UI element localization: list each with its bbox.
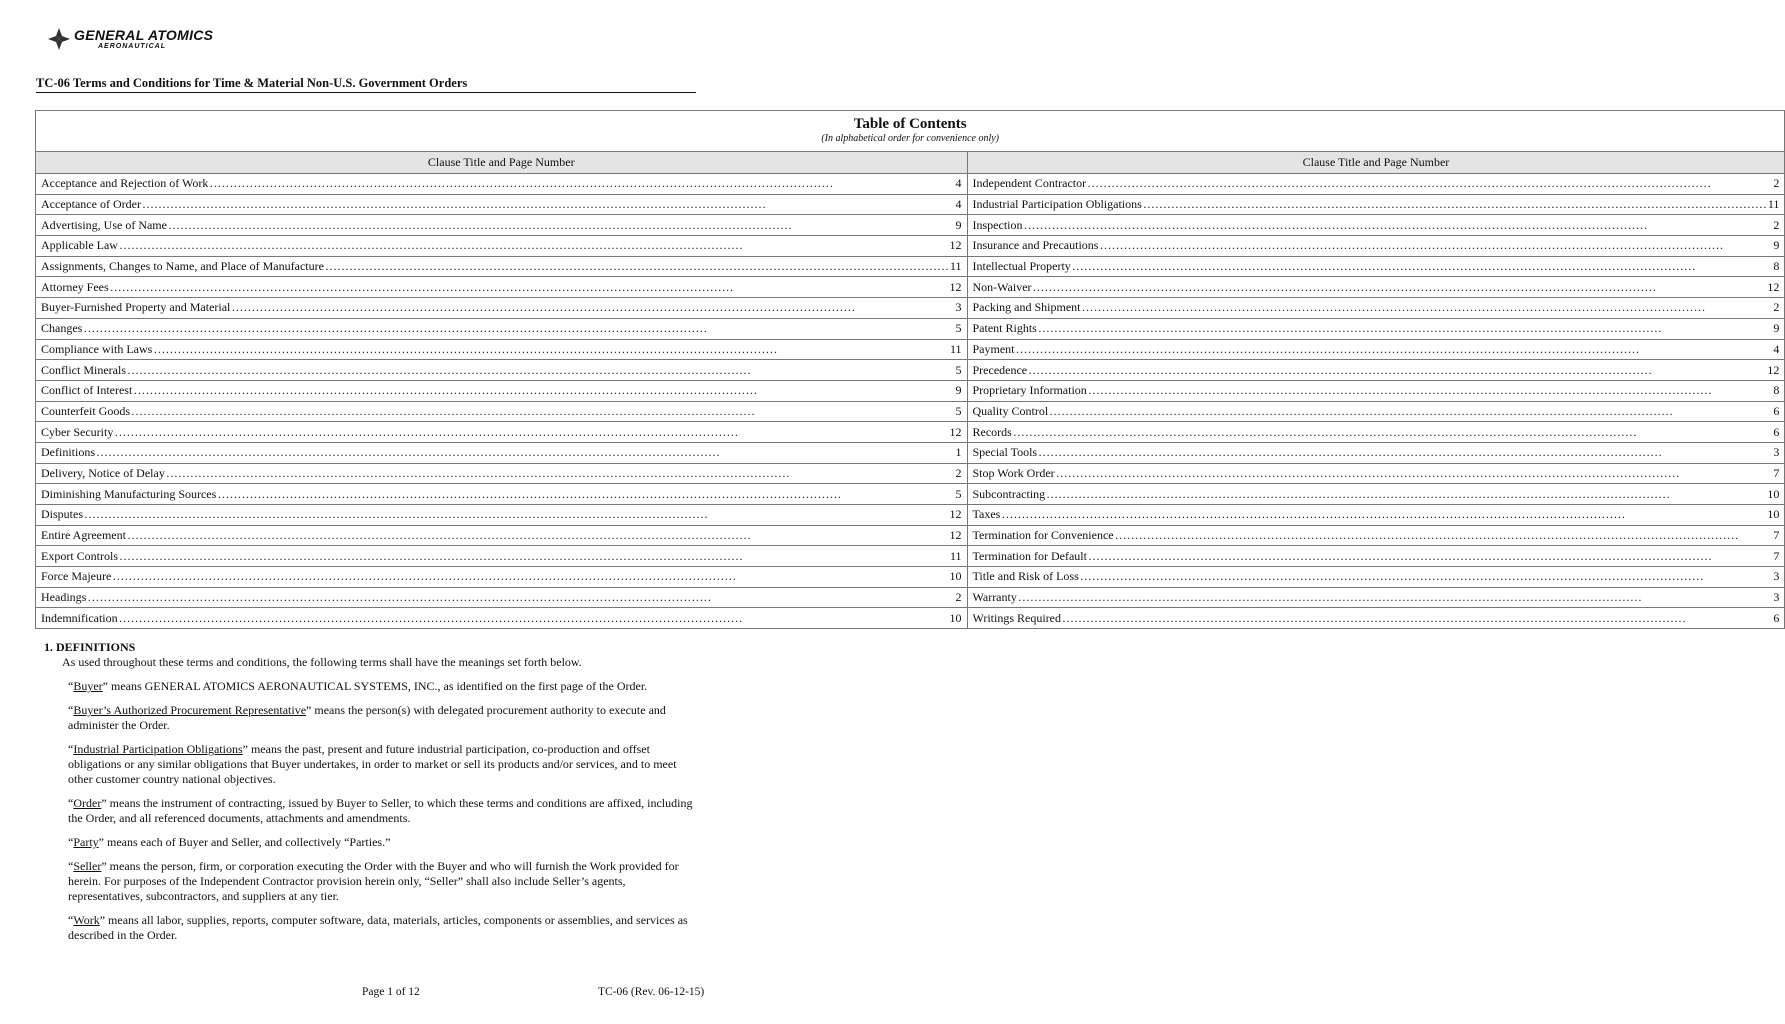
toc-leader-dots	[1072, 259, 1773, 274]
toc-entry	[967, 463, 1785, 484]
toc-row	[36, 174, 1785, 195]
toc-entry-title: Delivery, Notice of Delay	[41, 465, 165, 480]
toc-leader-dots	[133, 383, 954, 398]
toc-entry-page: 12	[949, 528, 962, 543]
toc-entry-page: 12	[949, 279, 962, 294]
toc-entry-page: 11	[1767, 197, 1780, 212]
toc-entry	[967, 215, 1785, 236]
toc-row	[36, 608, 1785, 629]
toc-entry	[36, 215, 968, 236]
definition-text: ” means the instrument of contracting, issued by Buyer to Seller, to which these terms and conditions are affixed, including the Order, and all referenced documents, attachments and amendments.	[68, 796, 693, 825]
toc-entry-page: 7	[1773, 465, 1780, 480]
toc-entry-page: 9	[955, 217, 962, 232]
definition-term: Work	[73, 913, 100, 927]
toc-row	[36, 339, 1785, 360]
document-title: TC-06 Terms and Conditions for Time & Material Non-U.S. Government Orders	[36, 76, 468, 90]
toc-row	[36, 463, 1785, 484]
toc-entry-page: 6	[1773, 424, 1780, 439]
toc-leader-dots	[87, 590, 954, 605]
toc-entry	[967, 194, 1785, 215]
toc-entry-title: Intellectual Property	[972, 259, 1071, 274]
toc-entry	[36, 194, 968, 215]
toc-row	[36, 256, 1785, 277]
toc-entry-page: 6	[1773, 610, 1780, 625]
toc-entry	[36, 360, 968, 381]
toc-entry-page: 5	[955, 486, 962, 501]
toc-leader-dots	[1038, 445, 1772, 460]
toc-leader-dots	[1049, 404, 1772, 419]
toc-entry-title: Termination for Convenience	[972, 528, 1114, 543]
toc-row	[36, 194, 1785, 215]
toc-row	[36, 360, 1785, 381]
toc-entry	[36, 546, 968, 567]
toc-entry	[967, 318, 1785, 339]
definition-paragraph: “Industrial Participation Obligations” means the past, present and future industrial participation, co-production and offset obligations or any similar obligations that Buyer undertakes, in order to market or sell its products and/or services, and to meet other customer country national objectives.	[68, 742, 677, 786]
toc-entry	[36, 463, 968, 484]
toc-leader-dots	[119, 549, 949, 564]
toc-leader-dots	[168, 218, 955, 233]
toc-entry-page: 12	[1767, 279, 1780, 294]
toc-entry-title: Termination for Default	[972, 548, 1087, 563]
general-atomics-logo-icon	[48, 28, 70, 50]
toc-leader-dots	[84, 507, 949, 522]
toc-leader-dots	[127, 363, 955, 378]
toc-entry-title: Warranty	[972, 590, 1017, 605]
toc-leader-dots	[127, 528, 949, 543]
toc-row	[36, 298, 1785, 319]
toc-entry-title: Industrial Participation Obligations	[972, 197, 1142, 212]
definitions-section	[40, 640, 700, 943]
definition-paragraph: “Buyer’s Authorized Procurement Representative” means the person(s) with delegated procurement authority to execute and administer the Order.	[68, 703, 666, 732]
toc-leader-dots	[1056, 466, 1773, 481]
definition-text: ” means the person, firm, or corporation executing the Order with the Buyer and who will furnish the Work provided for herein. For purposes of the Independent Contractor provision herein only, “Seller” shall also include Seller’s agents, representatives, subcontractors, and suppliers at any tier.	[68, 859, 679, 903]
section-intro: As used throughout these terms and conditions, the following terms shall have the meanings set forth below.	[62, 655, 582, 669]
toc-entry	[967, 401, 1785, 422]
toc-entry	[967, 567, 1785, 588]
definition-text: ” means the past, present and future industrial participation, co-production and offset obligations or any similar obligations that Buyer undertakes, in order to market or sell its products and/or services, and to meet other customer country national objectives.	[68, 742, 677, 786]
revision-label: TC-06 (Rev. 06-12-15)	[598, 986, 705, 998]
toc-entry-page: 12	[949, 507, 962, 522]
toc-entry-title: Writings Required	[972, 610, 1061, 625]
toc-entry	[36, 442, 968, 463]
toc-entry	[36, 484, 968, 505]
toc-entry-title: Inspection	[972, 217, 1023, 232]
toc-entry	[36, 236, 968, 257]
title-divider	[36, 92, 696, 93]
toc-entry	[36, 567, 968, 588]
toc-leader-dots	[96, 445, 955, 460]
toc-row	[36, 277, 1785, 298]
toc-leader-dots	[1046, 487, 1766, 502]
toc-row	[36, 546, 1785, 567]
toc-leader-dots	[1115, 528, 1773, 543]
toc-entry-page: 3	[1773, 569, 1780, 584]
toc-entry-title: Attorney Fees	[41, 279, 109, 294]
toc-entry	[967, 608, 1785, 629]
toc-entry-page: 2	[955, 465, 962, 480]
toc-entry-page: 1	[955, 445, 962, 460]
toc-leader-dots	[1001, 507, 1766, 522]
toc-leader-dots	[112, 569, 948, 584]
toc-entry-page: 9	[1773, 238, 1780, 253]
toc-entry	[36, 587, 968, 608]
toc-entry	[36, 608, 968, 629]
toc-entry	[967, 546, 1785, 567]
toc-entry-title: Changes	[41, 321, 83, 336]
toc-entry-page: 12	[1767, 362, 1780, 377]
toc-entry-page: 4	[955, 197, 962, 212]
toc-subtitle: (In alphabetical order for convenience only)	[821, 133, 999, 144]
toc-entry-page: 2	[1773, 300, 1780, 315]
toc-leader-dots	[131, 404, 955, 419]
toc-entry-page: 10	[1767, 486, 1780, 501]
toc-leader-dots	[83, 321, 954, 336]
definition-text: ” means GENERAL ATOMICS AERONAUTICAL SYSTEMS, INC., as identified on the first page of the Order.	[102, 679, 648, 693]
toc-entry	[36, 525, 968, 546]
toc-entry-page: 2	[1773, 176, 1780, 191]
toc-entry-title: Records	[972, 424, 1012, 439]
toc-leader-dots	[1082, 300, 1773, 315]
toc-entry-title: Non-Waiver	[972, 279, 1032, 294]
definitions-list	[40, 679, 700, 943]
toc-entry-title: Special Tools	[972, 445, 1038, 460]
toc-entry-title: Buyer-Furnished Property and Material	[41, 300, 231, 315]
toc-row	[36, 236, 1785, 257]
toc-entry	[36, 339, 968, 360]
toc-entry-page: 6	[1773, 403, 1780, 418]
toc-entry	[967, 236, 1785, 257]
toc-row	[36, 401, 1785, 422]
toc-leader-dots	[153, 342, 949, 357]
toc-entry-title: Taxes	[972, 507, 1001, 522]
toc-row	[36, 587, 1785, 608]
toc-row	[36, 422, 1785, 443]
toc-entry-page: 3	[955, 300, 962, 315]
toc-entry-page: 7	[1773, 548, 1780, 563]
toc-entry	[967, 587, 1785, 608]
toc-row	[36, 484, 1785, 505]
toc-entry-title: Patent Rights	[972, 321, 1037, 336]
toc-entry-page: 8	[1773, 383, 1780, 398]
toc-entry	[36, 401, 968, 422]
toc-entry	[36, 505, 968, 526]
definition-paragraph: “Party” means each of Buyer and Seller, and collectively “Parties.”	[68, 835, 391, 849]
toc-leader-dots	[142, 197, 955, 212]
toc-entry-title: Diminishing Manufacturing Sources	[41, 486, 217, 501]
toc-entry-title: Conflict Minerals	[41, 362, 126, 377]
toc-row	[36, 567, 1785, 588]
toc-leader-dots	[1088, 383, 1773, 398]
toc-entry-page: 5	[955, 321, 962, 336]
toc-leader-dots	[119, 238, 949, 253]
toc-entry-page: 11	[949, 259, 962, 274]
toc-leader-dots	[1013, 425, 1773, 440]
toc-entry-page: 2	[1773, 217, 1780, 232]
toc-entry-title: Disputes	[41, 507, 83, 522]
toc-entry	[36, 318, 968, 339]
definition-text: ” means all labor, supplies, reports, computer software, data, materials, articles, components or assemblies, and services as described in the Order.	[68, 913, 688, 942]
toc-row	[36, 318, 1785, 339]
toc-entry	[967, 442, 1785, 463]
toc-leader-dots	[325, 259, 949, 274]
toc-leader-dots	[1062, 611, 1772, 626]
toc-entry	[36, 277, 968, 298]
toc-entry-title: Insurance and Precautions	[972, 238, 1099, 253]
toc-entry-page: 9	[1773, 321, 1780, 336]
toc-entry	[36, 174, 968, 195]
toc-entry	[967, 339, 1785, 360]
toc-entry-page: 10	[949, 569, 962, 584]
toc-entry-title: Applicable Law	[41, 238, 118, 253]
toc-entry-page: 3	[1773, 445, 1780, 460]
toc-entry	[36, 298, 968, 319]
table-of-contents	[35, 110, 1785, 629]
definition-text: ” means the person(s) with delegated procurement authority to execute and administer the Order.	[68, 703, 666, 732]
toc-entry-title: Payment	[972, 341, 1015, 356]
toc-leader-dots	[231, 300, 954, 315]
toc-leader-dots	[110, 280, 949, 295]
toc-entry-page: 2	[955, 590, 962, 605]
toc-entry-page: 10	[1767, 507, 1780, 522]
toc-row	[36, 215, 1785, 236]
toc-entry	[967, 298, 1785, 319]
toc-entry-page: 9	[955, 383, 962, 398]
toc-leader-dots	[1080, 569, 1773, 584]
toc-entry-title: Compliance with Laws	[41, 341, 153, 356]
definition-term: Party	[73, 835, 99, 849]
company-logo	[48, 28, 213, 50]
toc-row	[36, 380, 1785, 401]
toc-entry-title: Precedence	[972, 362, 1028, 377]
page-number: Page 1 of 12	[362, 986, 420, 998]
toc-entry	[967, 256, 1785, 277]
toc-leader-dots	[1033, 280, 1767, 295]
toc-leader-dots	[209, 176, 954, 191]
toc-entry-page: 12	[949, 424, 962, 439]
definition-term: Seller	[73, 859, 102, 873]
toc-entry-title: Conflict of Interest	[41, 383, 133, 398]
toc-entry-title: Entire Agreement	[41, 528, 126, 543]
logo-sub-text: AERONAUTICAL	[98, 43, 166, 50]
definition-term: Order	[73, 796, 102, 810]
toc-leader-dots	[119, 611, 949, 626]
section-heading: 1. DEFINITIONS	[44, 640, 136, 654]
definition-paragraph: “Buyer” means GENERAL ATOMICS AERONAUTICAL SYSTEMS, INC., as identified on the first page of the Order.	[68, 679, 648, 693]
toc-entry-title: Indemnification	[41, 610, 118, 625]
toc-entry-page: 11	[949, 341, 962, 356]
toc-entry	[967, 505, 1785, 526]
toc-entry	[36, 380, 968, 401]
toc-leader-dots	[1016, 342, 1773, 357]
toc-leader-dots	[1143, 197, 1767, 212]
toc-entry	[967, 360, 1785, 381]
toc-entry-title: Counterfeit Goods	[41, 403, 130, 418]
toc-entry-title: Assignments, Changes to Name, and Place of Manufacture	[41, 259, 324, 274]
toc-leader-dots	[1024, 218, 1773, 233]
toc-entry-page: 5	[955, 403, 962, 418]
toc-entry	[967, 525, 1785, 546]
toc-entry	[967, 380, 1785, 401]
toc-leader-dots	[217, 487, 954, 502]
toc-entry-page: 8	[1773, 259, 1780, 274]
toc-entry-title: Proprietary Information	[972, 383, 1087, 398]
toc-leader-dots	[1028, 363, 1766, 378]
toc-entry	[967, 422, 1785, 443]
toc-entry	[36, 422, 968, 443]
toc-entry-title: Stop Work Order	[972, 465, 1055, 480]
toc-entry-title: Independent Contractor	[972, 176, 1087, 191]
toc-entry-page: 12	[949, 238, 962, 253]
definition-term: Industrial Participation Obligations	[73, 742, 243, 756]
toc-entry-page: 11	[949, 548, 962, 563]
toc-entry-title: Export Controls	[41, 548, 118, 563]
toc-entry-page: 10	[949, 610, 962, 625]
toc-leader-dots	[1088, 549, 1772, 564]
toc-entry-page: 5	[955, 362, 962, 377]
toc-entry	[967, 484, 1785, 505]
toc-entry-title: Subcontracting	[972, 486, 1046, 501]
toc-row	[36, 525, 1785, 546]
toc-entry-title: Title and Risk of Loss	[972, 569, 1079, 584]
toc-entry-title: Cyber Security	[41, 424, 114, 439]
toc-entry-title: Force Majeure	[41, 569, 112, 584]
toc-entry-title: Acceptance and Rejection of Work	[41, 176, 209, 191]
toc-row	[36, 505, 1785, 526]
toc-leader-dots	[1018, 590, 1773, 605]
toc-leader-dots	[1087, 176, 1772, 191]
toc-entry-page: 4	[1773, 341, 1780, 356]
toc-leader-dots	[1038, 321, 1773, 336]
toc-entry-title: Quality Control	[972, 403, 1049, 418]
toc-entry-page: 3	[1773, 590, 1780, 605]
toc-entry	[967, 277, 1785, 298]
toc-column-header-right: Clause Title and Page Number	[967, 152, 1785, 174]
definition-paragraph: “Seller” means the person, firm, or corporation executing the Order with the Buyer and who will furnish the Work provided for herein. For purposes of the Independent Contractor provision herein only, “Seller” shall also include Seller’s agents, representatives, subcontractors, and suppliers at any tier.	[68, 859, 679, 903]
definition-text: ” means each of Buyer and Seller, and collectively “Parties.”	[98, 835, 391, 849]
toc-entry	[967, 174, 1785, 195]
definition-term: Buyer	[73, 679, 103, 693]
toc-entry-title: Definitions	[41, 445, 95, 460]
logo-main-text: GENERAL ATOMICS	[74, 27, 214, 43]
toc-leader-dots	[1099, 238, 1772, 253]
toc-entry-page: 4	[955, 176, 962, 191]
toc-entry-title: Headings	[41, 590, 87, 605]
toc-entry-page: 7	[1773, 528, 1780, 543]
toc-column-header-left: Clause Title and Page Number	[36, 152, 968, 174]
definition-paragraph: “Order” means the instrument of contracting, issued by Buyer to Seller, to which these terms and conditions are affixed, including the Order, and all referenced documents, attachments and amendments.	[68, 796, 693, 825]
toc-entry	[36, 256, 968, 277]
toc-entry-title: Acceptance of Order	[41, 197, 141, 212]
toc-entry-title: Packing and Shipment	[972, 300, 1081, 315]
definition-term: Buyer’s Authorized Procurement Representative	[73, 703, 307, 717]
definition-paragraph: “Work” means all labor, supplies, reports, computer software, data, materials, articles, components or assemblies, and services as described in the Order.	[68, 913, 688, 942]
toc-leader-dots	[166, 466, 955, 481]
toc-title: Table of Contents	[853, 116, 967, 132]
toc-entry-title: Advertising, Use of Name	[41, 217, 167, 232]
toc-leader-dots	[114, 425, 948, 440]
toc-row	[36, 442, 1785, 463]
